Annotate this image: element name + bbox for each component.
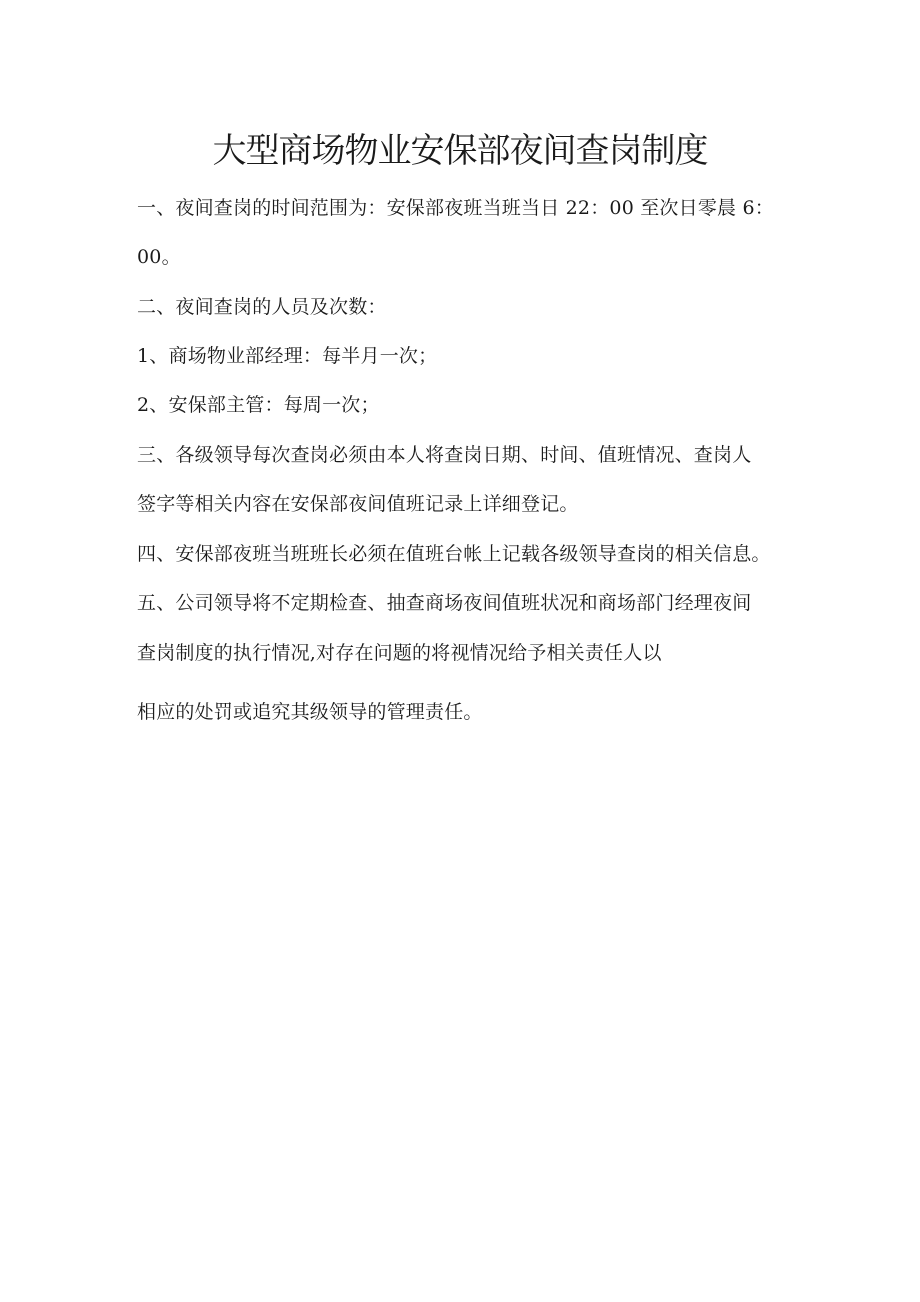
section-5-line-2: 查岗制度的执行情况,对存在问题的将视情况给予相关责任人以	[137, 642, 662, 664]
section-4-line-1: 四、安保部夜班当班班长必须在值班台帐上记载各级领导查岗的相关信息。	[137, 543, 771, 565]
section-1-line-2: 00。	[137, 246, 181, 268]
section-3-line-1: 三、各级领导每次查岗必须由本人将查岗日期、时间、值班情况、查岗人	[137, 444, 752, 466]
document-title: 大型商场物业安保部夜间查岗制度	[212, 131, 708, 171]
section-2-heading: 二、夜间查岗的人员及次数：	[137, 296, 387, 318]
section-2-item-1: 1、商场物业部经理：每半月一次；	[137, 345, 438, 367]
section-1-line-1: 一、夜间查岗的时间范围为：安保部夜班当班当日 22：00 至次日零晨 6：	[137, 197, 774, 219]
section-5-line-1: 五、公司领导将不定期检查、抽查商场夜间值班状况和商场部门经理夜间	[137, 592, 752, 614]
section-2-item-2: 2、安保部主管：每周一次；	[137, 394, 380, 416]
section-3-line-2: 签字等相关内容在安保部夜间值班记录上详细登记。	[137, 493, 579, 515]
section-5-line-3: 相应的处罚或追究其级领导的管理责任。	[137, 701, 483, 723]
